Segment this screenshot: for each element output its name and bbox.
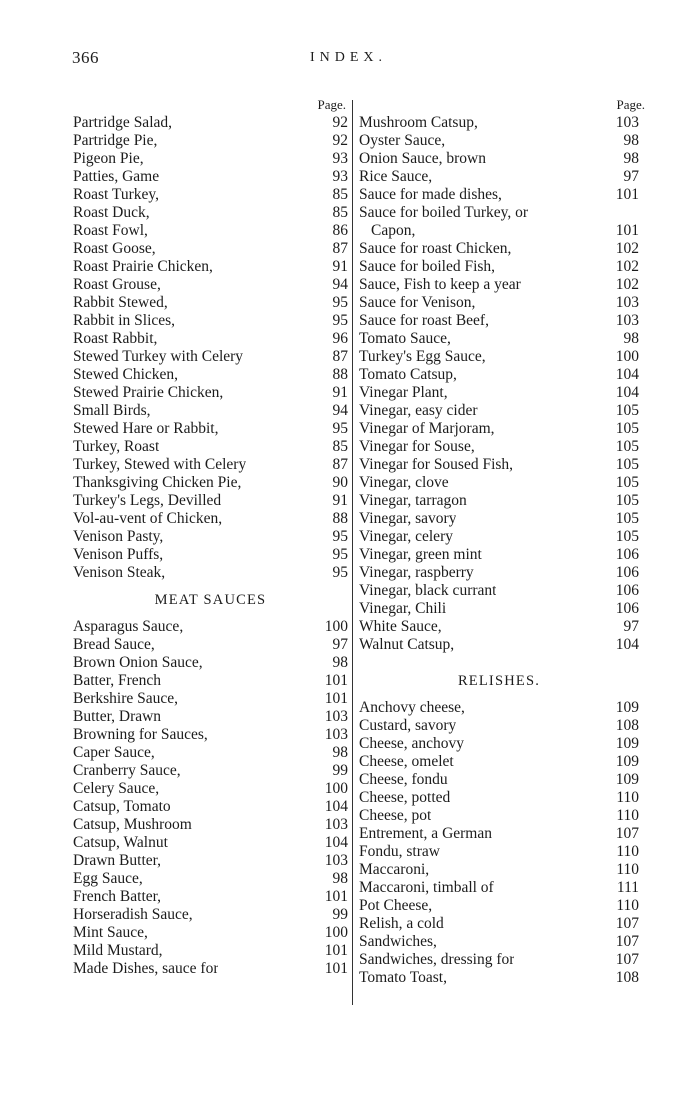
entry-name: Pot Cheese, (359, 897, 433, 914)
entry-page-number: 105 (615, 528, 639, 545)
index-entry (359, 897, 639, 915)
entry-page-number: 101 (324, 888, 348, 905)
index-entry (359, 240, 639, 258)
entry-page-number: 94 (332, 402, 348, 419)
entry-name: Horseradish Sauce, (73, 906, 193, 923)
index-entry (359, 528, 639, 546)
entry-page-number: 107 (615, 933, 639, 950)
entry-list (359, 699, 639, 987)
index-entry (359, 402, 639, 420)
index-entry (359, 114, 639, 132)
entry-list (73, 618, 348, 978)
index-entry (359, 186, 639, 204)
index-entry (73, 330, 348, 348)
index-entry (359, 438, 639, 456)
index-entry (359, 969, 639, 987)
index-entry (359, 843, 639, 861)
index-entry (73, 888, 348, 906)
index-entry (73, 654, 348, 672)
entry-name: Anchovy cheese, (359, 699, 465, 716)
entry-name: Vol-au-vent of Chicken, (73, 510, 223, 527)
entry-name: Partridge Pie, (73, 132, 158, 149)
entry-name: Sauce for Venison, (359, 294, 476, 311)
entry-page-number: 102 (615, 258, 639, 275)
index-entry (73, 528, 348, 546)
index-entry (73, 708, 348, 726)
entry-name: Pigeon Pie, (73, 150, 144, 167)
entry-name: Sandwiches, dressing for (359, 951, 515, 968)
index-entry (359, 879, 639, 897)
entry-page-number: 105 (615, 438, 639, 455)
entry-page-number: 96 (332, 330, 348, 347)
entry-page-number: 109 (615, 735, 639, 752)
index-entry (73, 456, 348, 474)
entry-page-number: 95 (332, 564, 348, 581)
index-entry (73, 114, 348, 132)
entry-name: Roast Grouse, (73, 276, 161, 293)
index-entry (73, 780, 348, 798)
entry-list (359, 114, 639, 654)
index-entry (359, 510, 639, 528)
entry-page-number: 103 (324, 816, 348, 833)
entry-page-number: 95 (332, 312, 348, 329)
entry-name: Maccaroni, timball of (359, 879, 494, 896)
entry-name: Turkey, Stewed with Celery (73, 456, 247, 473)
entry-name: Thanksgiving Chicken Pie, (73, 474, 242, 491)
index-entry (73, 240, 348, 258)
index-entry (359, 330, 639, 348)
index-entry (359, 456, 639, 474)
entry-page-number: 87 (332, 456, 348, 473)
section-heading-meat-sauces: MEAT SAUCES (154, 592, 267, 608)
entry-name: Mild Mustard, (73, 942, 163, 959)
entry-name: Bread Sauce, (73, 636, 155, 653)
index-entry (359, 546, 639, 564)
entry-name: Patties, Game (73, 168, 160, 185)
entry-page-number: 103 (324, 726, 348, 743)
entry-page-number: 101 (324, 960, 348, 977)
index-entry (73, 168, 348, 186)
entry-name: Vinegar for Soused Fish, (359, 456, 514, 473)
entry-name: White Sauce, (359, 618, 442, 635)
entry-name: Vinegar, Chili (359, 600, 447, 617)
entry-page-number: 105 (615, 456, 639, 473)
index-entry (73, 186, 348, 204)
entry-page-number: 85 (332, 186, 348, 203)
index-entry (73, 492, 348, 510)
index-entry (359, 168, 639, 186)
entry-page-number: 106 (615, 564, 639, 581)
entry-name: Cheese, fondu (359, 771, 448, 788)
entry-name: Rabbit Stewed, (73, 294, 168, 311)
entry-page-number: 104 (615, 636, 639, 653)
entry-page-number: 88 (332, 510, 348, 527)
entry-name: Tomato Sauce, (359, 330, 451, 347)
entry-name: Venison Puffs, (73, 546, 164, 563)
entry-name: Vinegar, savory (359, 510, 457, 527)
running-head: INDEX. (310, 50, 388, 65)
index-entry (73, 834, 348, 852)
entry-page-number: 103 (615, 294, 639, 311)
entry-page-number: 86 (332, 222, 348, 239)
entry-name: Made Dishes, sauce for (73, 960, 219, 977)
index-entry (73, 726, 348, 744)
entry-name: Drawn Butter, (73, 852, 162, 869)
index-entry (73, 762, 348, 780)
entry-name: Tomato Toast, (359, 969, 447, 986)
index-entry (73, 510, 348, 528)
entry-page-number: 106 (615, 546, 639, 563)
entry-name: Roast Turkey, (73, 186, 159, 203)
entry-page-number: 108 (615, 717, 639, 734)
entry-page-number: 107 (615, 915, 639, 932)
entry-name: Vinegar, easy cider (359, 402, 478, 419)
entry-name: Vinegar, clove (359, 474, 449, 491)
index-entry (359, 366, 639, 384)
entry-page-number: 104 (324, 798, 348, 815)
entry-name: Vinegar, celery (359, 528, 453, 545)
index-entry (359, 618, 639, 636)
entry-name: Batter, French (73, 672, 162, 689)
entry-name: Walnut Catsup, (359, 636, 455, 653)
entry-name: Stewed Hare or Rabbit, (73, 420, 219, 437)
index-entry (359, 636, 639, 654)
entry-name: Catsup, Walnut (73, 834, 168, 851)
entry-page-number: 99 (332, 906, 348, 923)
index-entry (73, 870, 348, 888)
entry-page-number: 106 (615, 600, 639, 617)
index-entry (73, 924, 348, 942)
index-entry (73, 906, 348, 924)
index-entry (73, 276, 348, 294)
index-entry (359, 717, 639, 735)
entry-page-number: 101 (615, 186, 639, 203)
entry-name: Small Birds, (73, 402, 151, 419)
entry-name: Cheese, potted (359, 789, 451, 806)
entry-page-number: 103 (615, 114, 639, 131)
index-entry (73, 420, 348, 438)
entry-name: Egg Sauce, (73, 870, 143, 887)
section-heading-relishes: RELISHES. (457, 673, 541, 689)
entry-name: Onion Sauce, brown (359, 150, 486, 167)
entry-page-number: 109 (615, 699, 639, 716)
index-entry (73, 348, 348, 366)
entry-page-number: 85 (332, 204, 348, 221)
entry-page-number: 102 (615, 240, 639, 257)
entry-name: Stewed Turkey with Celery (73, 348, 244, 365)
index-entry (73, 366, 348, 384)
entry-page-number: 104 (324, 834, 348, 851)
entry-name: Vinegar for Souse, (359, 438, 475, 455)
entry-page-number: 110 (616, 897, 639, 914)
index-column-right (359, 96, 645, 987)
index-entry (359, 951, 639, 969)
entry-name: Celery Sauce, (73, 780, 160, 797)
index-entry (73, 690, 348, 708)
index-entry (359, 915, 639, 933)
entry-page-number: 100 (324, 924, 348, 941)
entry-page-number: 95 (332, 420, 348, 437)
index-entry (359, 699, 639, 717)
entry-name: Sauce for roast Beef, (359, 312, 489, 329)
entry-page-number: 91 (332, 258, 348, 275)
entry-name: Stewed Prairie Chicken, (73, 384, 224, 401)
entry-name: Entrement, a German (359, 825, 492, 842)
entry-name: Sandwiches, (359, 933, 437, 950)
entry-page-number: 87 (332, 240, 348, 257)
index-entry (73, 636, 348, 654)
entry-name: Sauce for roast Chicken, (359, 240, 512, 257)
entry-page-number: 98 (623, 330, 639, 347)
entry-page-number: 105 (615, 492, 639, 509)
entry-name: Turkey's Egg Sauce, (359, 348, 486, 365)
entry-page-number: 98 (332, 744, 348, 761)
entry-name: Cheese, pot (359, 807, 432, 824)
entry-page-number: 98 (623, 132, 639, 149)
entry-page-number: 101 (324, 672, 348, 689)
entry-name: Cheese, anchovy (359, 735, 465, 752)
entry-name: Vinegar, black currant (359, 582, 497, 599)
index-entry (359, 204, 639, 222)
entry-name: Cheese, omelet (359, 753, 454, 770)
index-entry (359, 258, 639, 276)
entry-page-number: 107 (615, 825, 639, 842)
entry-page-number: 103 (615, 312, 639, 329)
entry-name: Sauce for boiled Turkey, or (359, 204, 529, 221)
entry-name: Brown Onion Sauce, (73, 654, 203, 671)
entry-page-number: 108 (615, 969, 639, 986)
entry-page-number: 100 (615, 348, 639, 365)
index-entry (73, 402, 348, 420)
entry-page-number: 106 (615, 582, 639, 599)
index-entry (359, 825, 639, 843)
entry-name: Oyster Sauce, (359, 132, 446, 149)
index-entry (73, 960, 348, 978)
entry-name: Mushroom Catsup, (359, 114, 478, 131)
index-entry (359, 384, 639, 402)
entry-name: Custard, savory (359, 717, 457, 734)
index-entry (73, 294, 348, 312)
entry-page-number: 91 (332, 492, 348, 509)
index-entry (73, 618, 348, 636)
entry-page-number: 99 (332, 762, 348, 779)
index-entry (73, 942, 348, 960)
entry-name: Butter, Drawn (73, 708, 162, 725)
index-entry (359, 600, 639, 618)
entry-page-number: 107 (615, 951, 639, 968)
index-entry (359, 582, 639, 600)
entry-page-number: 95 (332, 294, 348, 311)
index-entry (73, 546, 348, 564)
index-entry (359, 222, 639, 240)
entry-name: Vinegar, tarragon (359, 492, 467, 509)
entry-page-number: 93 (332, 168, 348, 185)
entry-page-number: 105 (615, 420, 639, 437)
index-entry (359, 771, 639, 789)
entry-name: Roast Rabbit, (73, 330, 158, 347)
entry-page-number: 95 (332, 528, 348, 545)
entry-page-number: 98 (623, 150, 639, 167)
entry-page-number: 105 (615, 510, 639, 527)
entry-name: Berkshire Sauce, (73, 690, 179, 707)
entry-page-number: 103 (324, 708, 348, 725)
entry-name: Venison Pasty, (73, 528, 164, 545)
entry-page-number: 110 (616, 861, 639, 878)
entry-page-number: 101 (615, 222, 639, 239)
entry-name: Mint Sauce, (73, 924, 148, 941)
entry-page-number: 110 (616, 789, 639, 806)
entry-page-number: 92 (332, 114, 348, 131)
entry-list (73, 114, 348, 582)
entry-name: Maccaroni, (359, 861, 430, 878)
index-entry (73, 816, 348, 834)
entry-page-number: 93 (332, 150, 348, 167)
entry-name: Relish, a cold (359, 915, 444, 932)
entry-name: Sauce for made dishes, (359, 186, 502, 203)
entry-name: Cranberry Sauce, (73, 762, 181, 779)
entry-name: Capon, (371, 222, 416, 239)
entry-name: Vinegar, raspberry (359, 564, 474, 581)
entry-page-number: 103 (324, 852, 348, 869)
entry-name: Browning for Sauces, (73, 726, 208, 743)
entry-page-number: 91 (332, 384, 348, 401)
index-entry (359, 753, 639, 771)
entry-page-number: 105 (615, 474, 639, 491)
entry-page-number: 87 (332, 348, 348, 365)
entry-name: Roast Goose, (73, 240, 156, 257)
index-entry (359, 420, 639, 438)
index-entry (359, 132, 639, 150)
entry-page-number: 100 (324, 618, 348, 635)
index-entry (73, 132, 348, 150)
entry-page-number: 109 (615, 771, 639, 788)
entry-name: Caper Sauce, (73, 744, 155, 761)
entry-page-number: 90 (332, 474, 348, 491)
index-column-left (73, 96, 348, 978)
index-entry (73, 384, 348, 402)
entry-name: Catsup, Mushroom (73, 816, 192, 833)
entry-page-number: 88 (332, 366, 348, 383)
entry-name: Roast Fowl, (73, 222, 148, 239)
index-entry (359, 933, 639, 951)
entry-page-number: 94 (332, 276, 348, 293)
entry-page-number: 110 (616, 843, 639, 860)
index-entry (359, 807, 639, 825)
entry-page-number: 111 (616, 879, 639, 896)
entry-page-number: 100 (324, 780, 348, 797)
index-entry (73, 672, 348, 690)
index-entry (359, 492, 639, 510)
entry-name: Catsup, Tomato (73, 798, 171, 815)
entry-page-number: 85 (332, 438, 348, 455)
entry-page-number: 105 (615, 402, 639, 419)
entry-page-number: 95 (332, 546, 348, 563)
entry-page-number: 97 (623, 168, 639, 185)
index-entry (73, 204, 348, 222)
page-column-label: Page. (317, 97, 346, 112)
entry-page-number: 104 (615, 384, 639, 401)
entry-page-number: 98 (332, 654, 348, 671)
page-column-label: Page. (616, 97, 645, 112)
index-entry (359, 861, 639, 879)
index-entry (73, 798, 348, 816)
index-entry (73, 150, 348, 168)
index-entry (73, 312, 348, 330)
entry-name: Sauce, Fish to keep a year (359, 276, 521, 293)
entry-page-number: 110 (616, 807, 639, 824)
page-number: 366 (72, 48, 99, 67)
index-entry (359, 735, 639, 753)
entry-page-number: 104 (615, 366, 639, 383)
entry-name: Stewed Chicken, (73, 366, 179, 383)
entry-name: Rice Sauce, (359, 168, 433, 185)
entry-page-number: 97 (623, 618, 639, 635)
entry-name: French Batter, (73, 888, 162, 905)
entry-page-number: 102 (615, 276, 639, 293)
index-entry (73, 744, 348, 762)
entry-name: Sauce for boiled Fish, (359, 258, 496, 275)
index-entry (73, 222, 348, 240)
entry-name: Venison Steak, (73, 564, 166, 581)
index-entry (73, 438, 348, 456)
index-entry (359, 789, 639, 807)
entry-name: Partridge Salad, (73, 114, 173, 131)
index-entry (359, 348, 639, 366)
entry-name: Vinegar Plant, (359, 384, 448, 401)
entry-page-number: 109 (615, 753, 639, 770)
index-entry (73, 258, 348, 276)
entry-name: Vinegar of Marjoram, (359, 420, 495, 437)
entry-name: Roast Duck, (73, 204, 150, 221)
index-entry (359, 474, 639, 492)
index-entry (359, 312, 639, 330)
entry-name: Fondu, straw (359, 843, 440, 860)
entry-page-number: 98 (332, 870, 348, 887)
entry-name: Turkey's Legs, Devilled (73, 492, 222, 509)
index-entry (359, 564, 639, 582)
index-entry (73, 474, 348, 492)
entry-page-number: 97 (332, 636, 348, 653)
index-entry (73, 564, 348, 582)
entry-page-number: 101 (324, 690, 348, 707)
entry-name: Turkey, Roast (73, 438, 160, 455)
index-entry (359, 294, 639, 312)
entry-page-number: 92 (332, 132, 348, 149)
entry-page-number: 101 (324, 942, 348, 959)
column-divider (352, 100, 353, 1005)
index-entry (359, 276, 639, 294)
index-entry (73, 852, 348, 870)
index-entry (359, 150, 639, 168)
entry-name: Rabbit in Slices, (73, 312, 176, 329)
entry-name: Tomato Catsup, (359, 366, 457, 383)
entry-name: Asparagus Sauce, (73, 618, 184, 635)
entry-name: Vinegar, green mint (359, 546, 482, 563)
entry-name: Roast Prairie Chicken, (73, 258, 213, 275)
